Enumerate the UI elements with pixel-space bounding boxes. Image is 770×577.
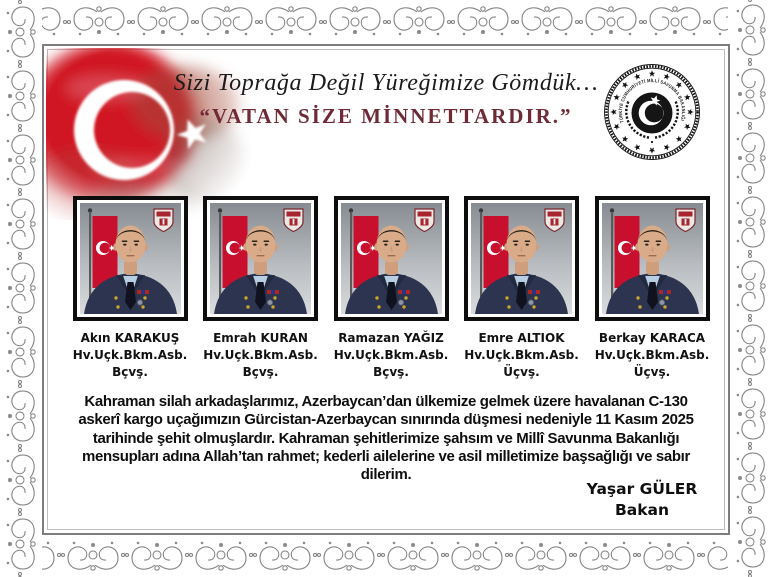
minister-name: Yaşar GÜLER [586, 480, 698, 498]
soldier-rank: Üçvş. [633, 364, 671, 379]
soldier-rank: Bçvş. [373, 364, 409, 379]
soldier-rank: Üçvş. [503, 364, 540, 379]
announcement-text: Kahraman silah arkadaşlarımız, Azerbaycan’dan ülkemize gelmek üzere havalanan C-130 askerî kargo uçağımızın Gürcistan-Azerbaycan sınırında düşmesi nedeniyle 11 Kasım 2025 tarihinde şehit olmuşlardır. Kahraman şehitlerimize şahsım ve Millî Savunma Bakanlığı mensupları adına Allah’tan rahmet; kederli ailelerine ve asil milletimize başsağlığı ve sabır dilerim. [78, 393, 694, 484]
soldier-card [199, 196, 323, 380]
document-frame [42, 44, 730, 535]
portrait-photo [73, 196, 188, 321]
portrait-photo [464, 196, 579, 321]
soldier-duty: Hv.Uçk.Bkm.Asb. [203, 347, 318, 362]
soldier-duty: Hv.Uçk.Bkm.Asb. [72, 347, 188, 362]
portrait-photo [334, 196, 449, 321]
memorial-title: Sizi Toprağa Değil Yüreğimize Gömdük… [173, 70, 599, 96]
signature-block [542, 479, 742, 521]
ornamental-border-bottom [0, 535, 770, 577]
minister-title: Bakan [614, 500, 670, 519]
soldier-name: Emre ALTIOK [478, 331, 565, 345]
soldier-duty: Hv.Uçk.Bkm.Asb. [464, 347, 579, 362]
soldier-name: Akın KARAKUŞ [80, 331, 180, 345]
gratitude-motto: “VATAN SİZE MİNNETTARDIR.” [199, 104, 573, 128]
soldiers-row [68, 196, 714, 380]
soldier-rank: Bçvş. [242, 364, 279, 379]
soldier-name: Berkay KARACA [598, 331, 706, 345]
soldier-card [329, 196, 453, 380]
soldier-card [590, 196, 714, 380]
ornamental-border-top [0, 0, 770, 42]
seal-text: TÜRKİYE CUMHURİYETİ MİLLÎ SAVUNMA BAKANLIĞI [617, 77, 687, 124]
soldier-name: Ramazan YAĞIZ [338, 331, 444, 345]
soldier-card [68, 196, 192, 380]
soldier-card [460, 196, 584, 380]
soldier-duty: Hv.Uçk.Bkm.Asb. [594, 347, 710, 362]
portrait-photo [203, 196, 318, 321]
portrait-photo [595, 196, 710, 321]
soldier-rank: Bçvş. [112, 364, 148, 379]
ornamental-border-left [0, 0, 42, 577]
soldier-duty: Hv.Uçk.Bkm.Asb. [333, 347, 449, 362]
soldier-name: Emrah KURAN [213, 331, 308, 345]
ministry-of-defense-seal-icon [602, 62, 702, 162]
